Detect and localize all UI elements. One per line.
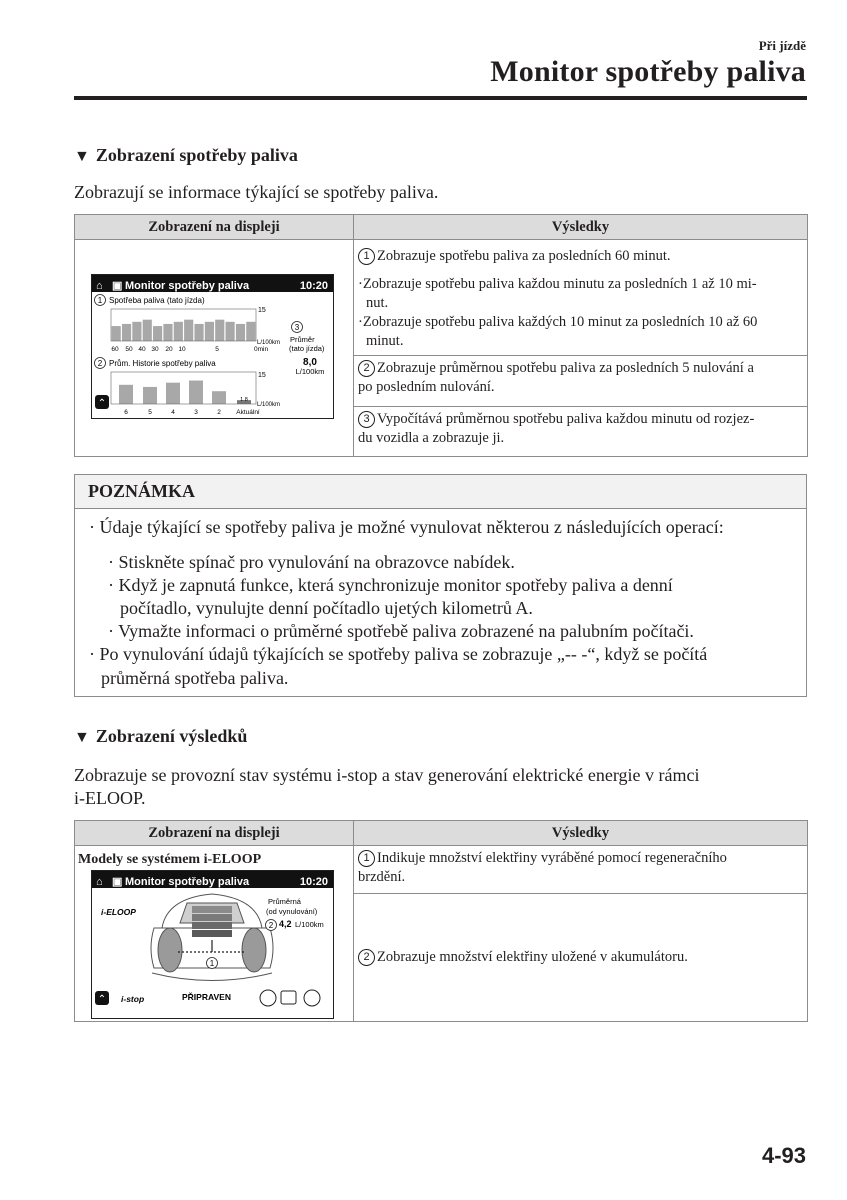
chevron-up-icon: ⌃ bbox=[97, 994, 107, 1005]
results-table-fuel bbox=[74, 214, 808, 457]
result-row-2: 2 Zobrazuje průměrnou spotřebu paliva za posledních 5 nulování a po posledním nulování. bbox=[354, 356, 808, 406]
chart2-bars bbox=[119, 381, 251, 404]
chart2-bar bbox=[166, 383, 180, 404]
chart1-tick-label: 40 bbox=[138, 346, 146, 354]
results-table-ieloop bbox=[74, 820, 808, 1022]
chevron-up-icon: ⌃ bbox=[97, 398, 107, 410]
screen-clock: 10:20 bbox=[299, 876, 328, 888]
note-box bbox=[74, 474, 807, 697]
chart1-bar bbox=[163, 324, 172, 341]
note-line-5: · Vymažte informaci o průměrné spotřebě paliva zobrazené na palubním počítači. bbox=[108, 621, 694, 641]
chart1-bar bbox=[184, 320, 193, 341]
chart2-bar bbox=[189, 381, 203, 404]
avg-label: Průměrná bbox=[268, 897, 301, 906]
chart1-bar bbox=[194, 324, 203, 341]
screen-title: Monitor spotřeby paliva bbox=[125, 876, 250, 888]
chart1-bar bbox=[122, 324, 131, 341]
chart1-bar bbox=[226, 322, 235, 341]
fuel-monitor-screen bbox=[91, 274, 334, 419]
avg-label: Průměr bbox=[290, 335, 315, 345]
page-number: 4-93 bbox=[761, 1143, 806, 1168]
chart1-tick-label: 60 bbox=[111, 346, 119, 354]
chart1-tick-label: 20 bbox=[165, 346, 173, 354]
running-header-section: Při jízdě bbox=[758, 38, 806, 53]
chart1-tick-label: 30 bbox=[151, 346, 159, 354]
chart1-bar bbox=[132, 322, 141, 341]
ieloop-diagram-svg bbox=[92, 888, 333, 1018]
chart1-bar bbox=[174, 322, 183, 341]
chart1-end: 0min bbox=[254, 346, 269, 354]
chart2-bar bbox=[143, 387, 157, 404]
callout-2-text: 2 bbox=[97, 359, 103, 369]
result-row-3: 3 Vypočítává průměrnou spotřebu paliva každou minutu od rozjez- du vozidla a zobrazuje ji. bbox=[354, 406, 808, 456]
chart1-bar bbox=[143, 320, 152, 341]
circled-number-1: 1 bbox=[358, 850, 375, 867]
screen-title-bar bbox=[92, 275, 333, 292]
chart2-tick-label: 3 bbox=[194, 409, 198, 417]
istop-status: PŘIPRAVEN bbox=[182, 992, 231, 1002]
result-row-2: 2 Zobrazuje množství elektřiny uložené v akumulátoru. bbox=[354, 894, 808, 1022]
avg-unit: L/100km bbox=[295, 367, 325, 377]
note-line-1: · Údaje týkající se spotřeby paliva je možné vynulovat některou z následujících operací: bbox=[89, 517, 724, 537]
avg-sublabel: (od vynulování) bbox=[266, 907, 318, 916]
note-line-7: průměrná spotřeba paliva. bbox=[101, 668, 289, 688]
chart2-current-value: 1.8 bbox=[240, 397, 248, 404]
chart1-tick-label: 50 bbox=[125, 346, 133, 354]
note-header bbox=[75, 475, 806, 509]
avg-sublabel: (tato jízda) bbox=[289, 344, 325, 354]
istop-status-icons bbox=[260, 990, 320, 1006]
note-line-2: · Stiskněte spínač pro vynulování na obrazovce nabídek. bbox=[108, 552, 515, 572]
table-header-display: Zobrazení na displeji bbox=[75, 215, 354, 240]
chart1-bar bbox=[153, 326, 162, 341]
circled-number-2: 2 bbox=[358, 360, 375, 377]
chart1-tick-label: 10 bbox=[178, 346, 186, 354]
chart1-bars bbox=[112, 320, 256, 341]
chart2-unit: L/100km bbox=[257, 402, 281, 409]
chart2-tick-label: Aktuální bbox=[236, 409, 260, 417]
model-label: Modely se systémem i-ELOOP bbox=[78, 852, 262, 867]
circled-number-1: 1 bbox=[358, 248, 375, 265]
ieloop-brand: i-ELOOP bbox=[101, 907, 136, 917]
chart1-ticks bbox=[111, 346, 219, 353]
home-icon: ⌂ bbox=[96, 280, 103, 293]
chart2-bar bbox=[212, 391, 226, 404]
avg-value: 4,2 bbox=[279, 919, 292, 929]
chart2-bar bbox=[119, 385, 133, 404]
avg-value: 8,0 bbox=[303, 357, 317, 369]
result-row-1: 1 Zobrazuje spotřebu paliva za posledních 60 minut. ·Zobrazuje spotřebu paliva každou minutu za posledních 1 až 10 mi- nut. ·Zobrazuje spotřebu paliva každých 10 minut za posledních 10 až 60 minut. bbox=[354, 240, 808, 356]
table-header-results: Výsledky bbox=[354, 215, 808, 240]
result-row-1: 1 Indikuje množství elektřiny vyráběné pomocí regeneračního brzdění. bbox=[354, 846, 808, 894]
table-header-results: Výsledky bbox=[354, 821, 808, 846]
chart2-max: 15 bbox=[258, 372, 266, 380]
chart2-tick-label: 6 bbox=[124, 409, 128, 417]
note-line-4: počítadlo, vynulujte denní počítadlo ujetých kilometrů A. bbox=[120, 598, 533, 618]
chart1-bar bbox=[112, 326, 121, 341]
screen-title-bar bbox=[92, 871, 333, 888]
chart1-bar bbox=[246, 322, 255, 341]
energy-arrows bbox=[178, 940, 246, 952]
screen-clock: 10:20 bbox=[299, 280, 328, 293]
chart1-unit: L/100km bbox=[257, 340, 281, 347]
circled-number-2: 2 bbox=[358, 949, 375, 966]
chart2-label: Prům. Historie spotřeby paliva bbox=[109, 359, 216, 369]
circled-number-3: 3 bbox=[358, 411, 375, 428]
section-intro: Zobrazují se informace týkající se spotřeby paliva. bbox=[74, 182, 439, 202]
note-line-6: · Po vynulování údajů týkajících se spotřeby paliva se zobrazuje „-- -“, když se počítá bbox=[89, 644, 708, 664]
chart2-tick-label: 2 bbox=[217, 409, 221, 417]
chart1-label: Spotřeba paliva (tato jízda) bbox=[109, 296, 205, 306]
chart2-ticks bbox=[124, 409, 260, 416]
callout-2-text: 2 bbox=[268, 921, 274, 930]
display-cell-ieloop bbox=[75, 846, 354, 1022]
chart1-bar bbox=[205, 322, 214, 341]
note-line-3: · Když je zapnutá funkce, která synchronizuje monitor spotřeby paliva a denní bbox=[108, 575, 673, 595]
display-cell bbox=[75, 240, 354, 457]
avg-unit: L/100km bbox=[295, 920, 324, 929]
fuel-charts-svg bbox=[92, 292, 333, 418]
chart1-bar bbox=[236, 324, 245, 341]
section2-intro: Zobrazuje se provozní stav systému i-stop a stav generování elektrické energie v rámci i-ELOOP. bbox=[74, 765, 700, 808]
callout-1-text: 1 bbox=[209, 959, 215, 968]
screen-title: Monitor spotřeby paliva bbox=[125, 280, 250, 293]
triangle-down-icon: ▼ bbox=[74, 729, 90, 746]
chart2-tick-label: 4 bbox=[171, 409, 175, 417]
chart1-max: 15 bbox=[258, 307, 266, 315]
table-header-display: Zobrazení na displeji bbox=[75, 821, 354, 846]
note-title: POZNÁMKA bbox=[88, 481, 195, 501]
callout-3-text: 3 bbox=[294, 323, 300, 333]
section-heading-results: ▼ Zobrazení výsledků bbox=[74, 726, 248, 746]
chart2-tick-label: 5 bbox=[148, 409, 152, 417]
chart1-tick-label: 5 bbox=[215, 346, 219, 354]
istop-label: i-stop bbox=[121, 994, 145, 1004]
callout-1-text: 1 bbox=[97, 296, 103, 306]
page-title: Monitor spotřeby paliva bbox=[490, 55, 806, 88]
home-icon: ⌂ bbox=[96, 876, 103, 888]
chart1-bar bbox=[215, 320, 224, 341]
screen-monitor-icon: ▣ bbox=[112, 876, 123, 888]
header-rule bbox=[74, 96, 807, 100]
ieloop-monitor-screen bbox=[91, 870, 334, 1019]
triangle-down-icon: ▼ bbox=[74, 148, 90, 165]
section-heading-fuel-display: ▼ Zobrazení spotřeby paliva bbox=[74, 145, 298, 165]
screen-monitor-icon: ▣ bbox=[112, 280, 123, 293]
